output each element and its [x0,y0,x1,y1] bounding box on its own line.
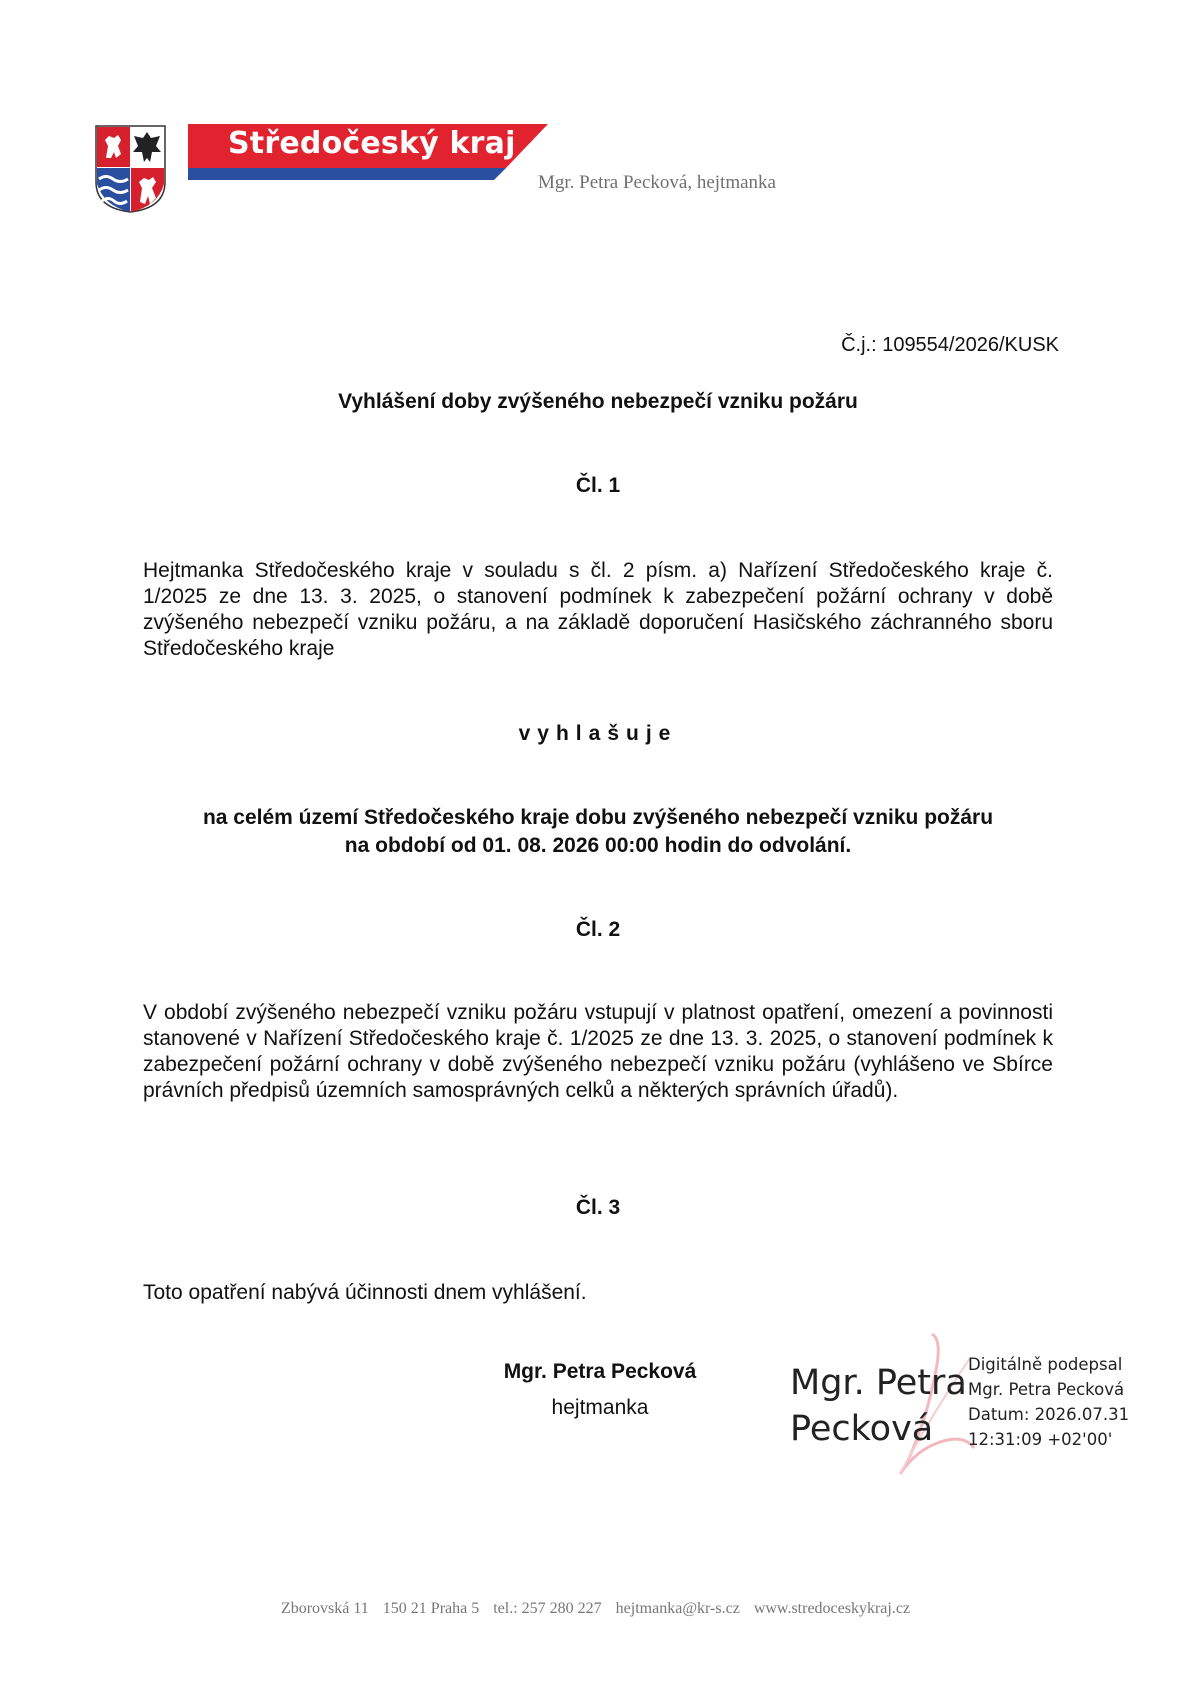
article-1-text: Hejtmanka Středočeského kraje v souladu s čl. 2 písm. a) Nařízení Středočeského kraje č. 1/2025 ze dne 13. 3. 2025, o stanovení podmínek k zabezpečení požární ochrany v době zvýšeného nebezpečí vzniku požáru, a na základě doporučení Hasičského záchranného sboru Středočeského kraje [143,559,1053,660]
footer [0,1600,1191,1618]
declares-word: vyhlašuje [518,722,678,745]
footer-street: Zborovská 11 [280,1600,369,1617]
decision-line-1: na celém území Středočeského kraje dobu zvýšeného nebezpečí vzniku požáru [202,806,994,829]
footer-phone: tel.: 257 280 227 [493,1600,602,1617]
region-name: Středočeský kraj [228,126,516,161]
digital-signature-details [968,1352,1129,1452]
document-title: Vyhlášení doby zvýšeného nebezpečí vzniku požáru [338,390,858,413]
digital-signature-date: Datum: 2026.07.31 [968,1405,1130,1424]
footer-email[interactable]: hejtmanka@kr-s.cz [615,1600,740,1617]
digital-signature-name [790,1360,967,1452]
decision-line-2: na období od 01. 08. 2026 00:00 hodin do odvolání. [344,834,852,857]
coat-of-arms-icon [94,124,167,214]
digital-signature-name-line-2: Pecková [790,1409,934,1449]
digital-signature-name-line-1: Mgr. Petra [790,1363,967,1403]
signatory-name: Mgr. Petra Pecková [503,1360,697,1383]
digital-signature-label: Digitálně podepsal [968,1355,1123,1374]
digital-signature-time: 12:31:09 +02'00' [968,1430,1113,1449]
signatory-role: hejtmanka [551,1396,649,1419]
article-1-heading: Čl. 1 [575,474,621,497]
article-2-heading: Čl. 2 [575,918,621,941]
digital-signature-signer: Mgr. Petra Pecková [968,1380,1125,1399]
reference-number: Č.j.: 109554/2026/KUSK [841,334,1059,356]
footer-city: 150 21 Praha 5 [382,1600,480,1617]
header-subtitle: Mgr. Petra Pecková, hejtmanka [538,172,776,193]
article-3-text: Toto opatření nabývá účinnosti dnem vyhlášení. [143,1281,587,1304]
article-2-text: V období zvýšeného nebezpečí vzniku požáru vstupují v platnost opatření, omezení a povinnosti stanovené v Nařízení Středočeského kraje č. 1/2025 ze dne 13. 3. 2025, o stanovení podmínek k zabezpečení požární ochrany v době zvýšeného nebezpečí vzniku požáru (vyhlášeno ve Sbírce právních předpisů územních samosprávných celků a některých správních úřadů). [143,1001,1053,1102]
article-3-heading: Čl. 3 [575,1196,621,1219]
footer-web[interactable]: www.stredoceskykraj.cz [753,1600,911,1617]
